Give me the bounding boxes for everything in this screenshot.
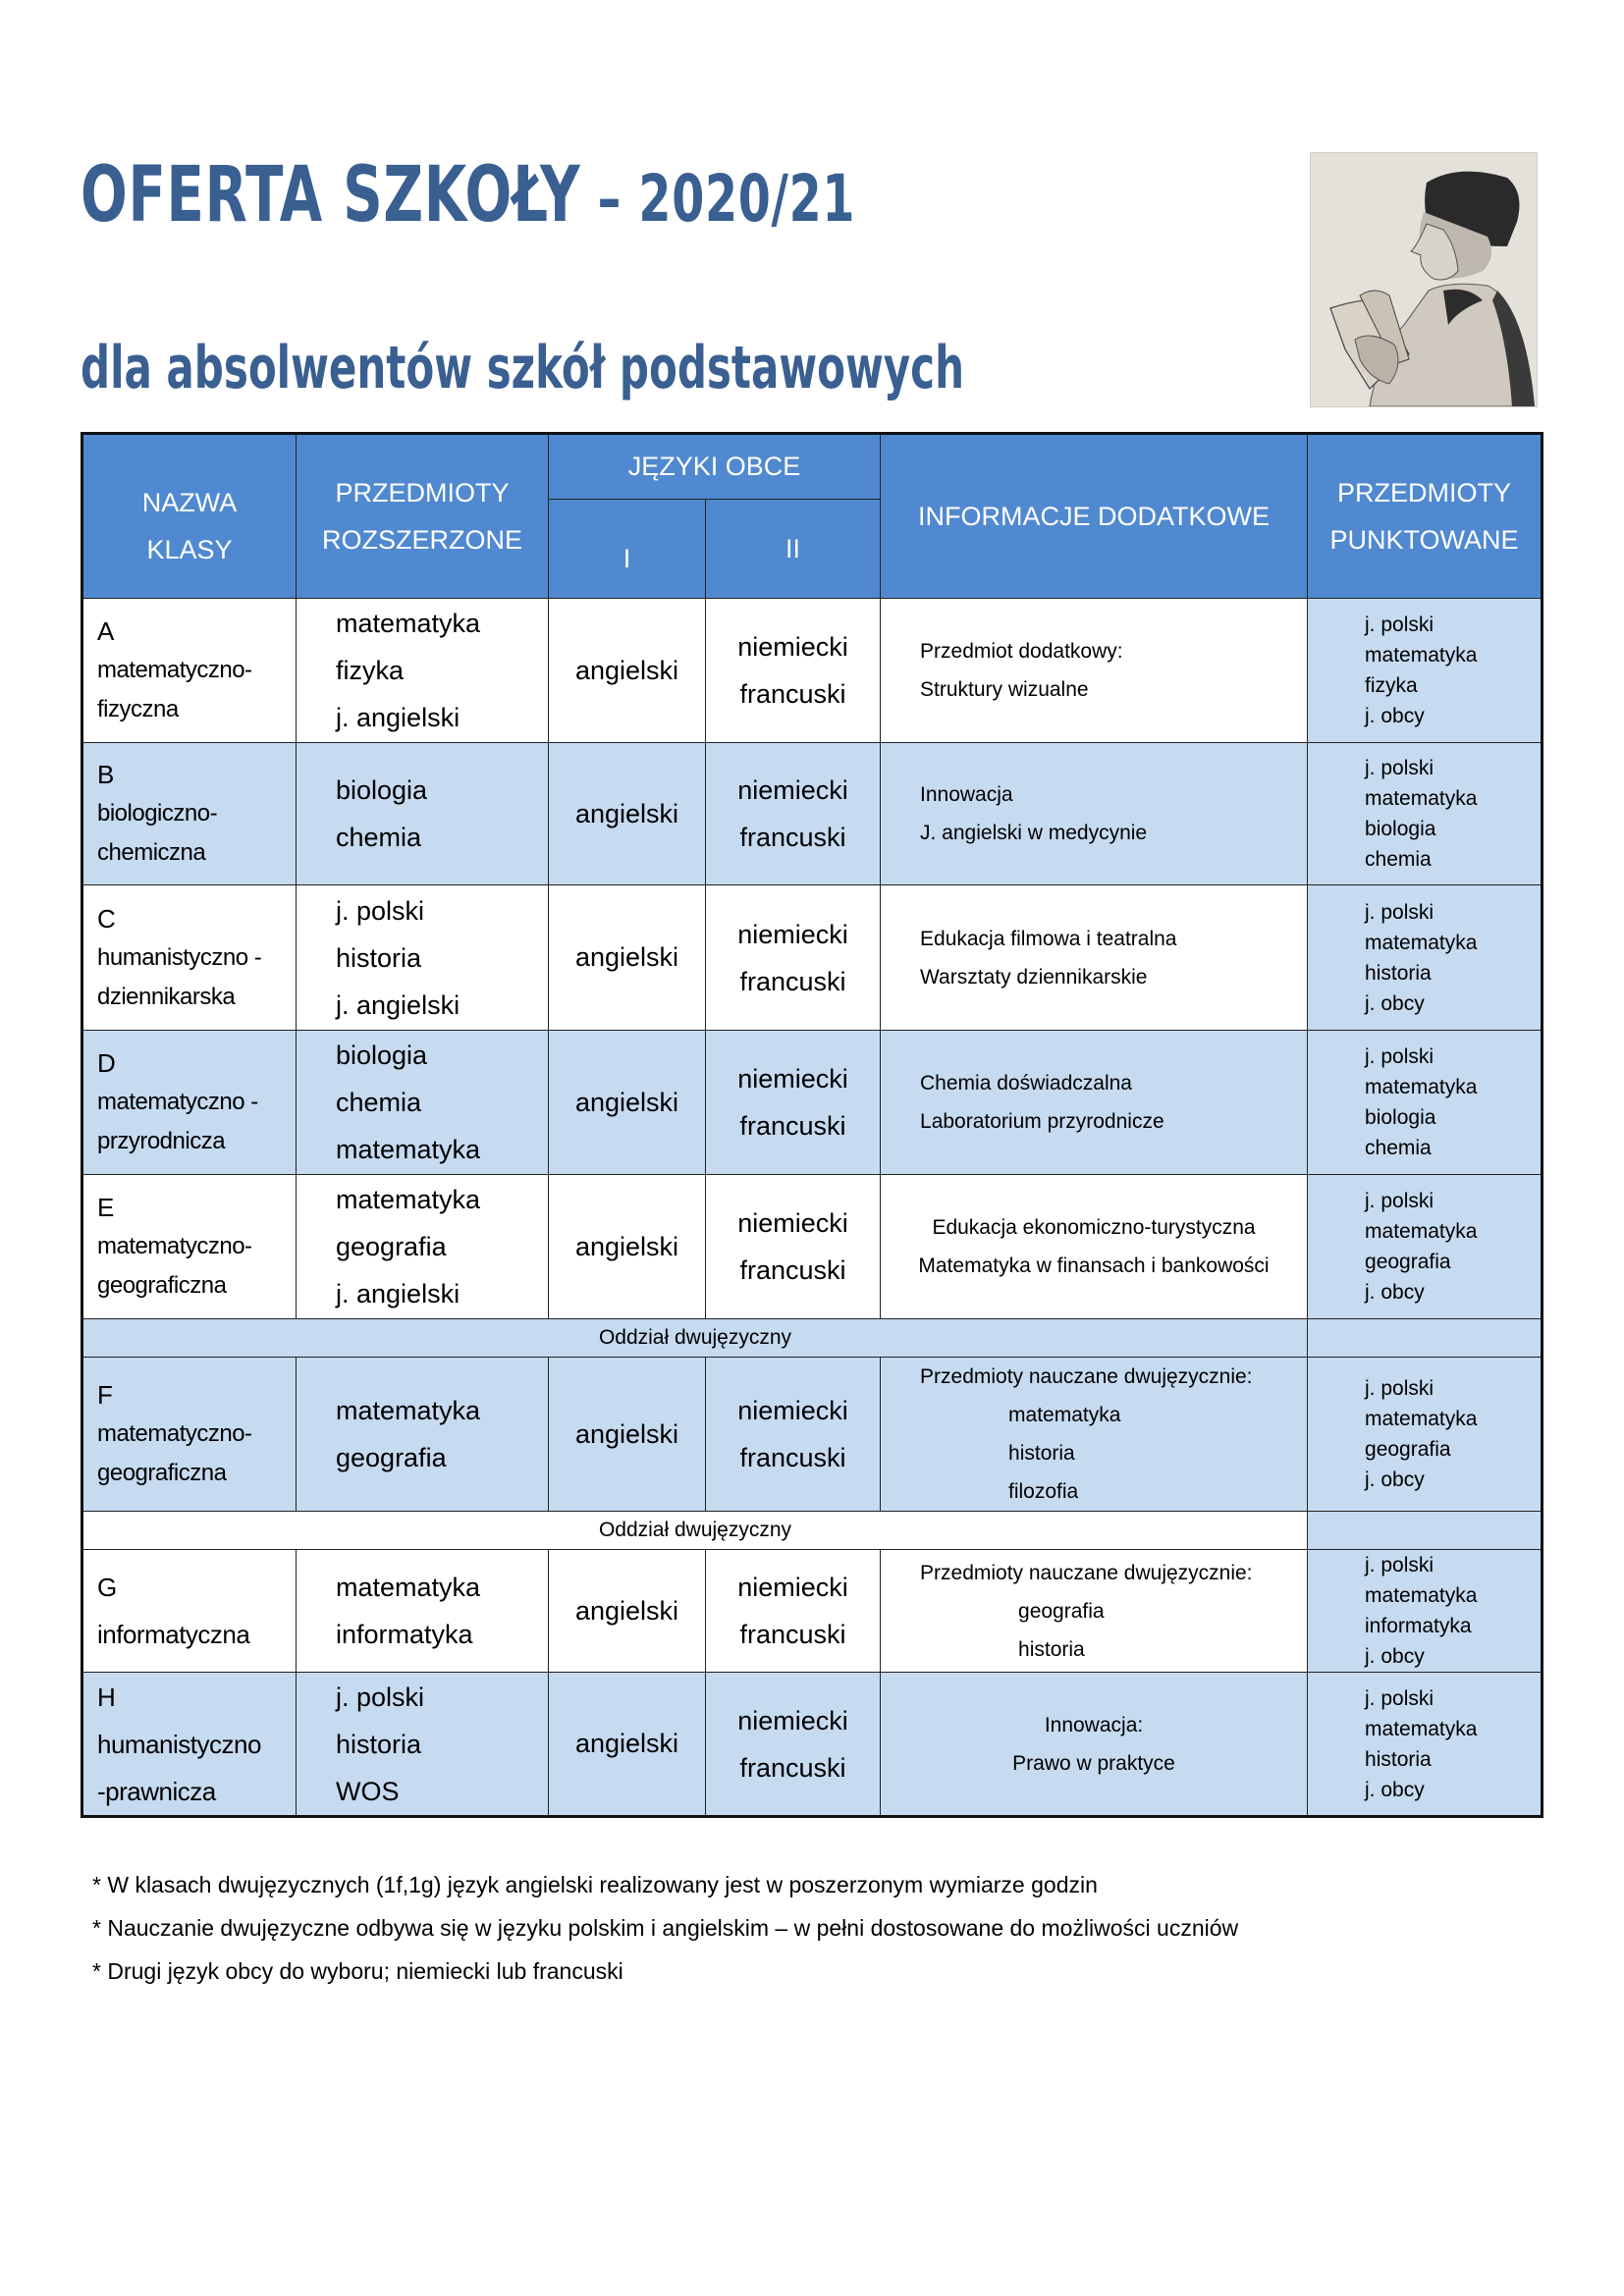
table-row xyxy=(82,599,1543,743)
title-main: OFERTA SZKOŁY xyxy=(81,151,581,240)
extra-info-cell: Innowacja J. angielski w medycynie xyxy=(881,743,1308,885)
class-name-cell: C humanistyczno - dziennikarska xyxy=(82,885,297,1031)
extended-subjects-cell: biologia chemia xyxy=(297,743,549,885)
table-row xyxy=(82,885,1543,1031)
footnote: * Drugi język obcy do wyboru; niemiecki lub francuski xyxy=(92,1958,623,1984)
language-2-cell: niemiecki francuski xyxy=(706,1550,881,1673)
header-extra-info: INFORMACJE DODATKOWE xyxy=(881,434,1308,599)
title-year: – 2020/21 xyxy=(580,161,856,237)
extra-info-cell: Edukacja ekonomiczno-turystyczna Matematyka w finansach i bankowości xyxy=(881,1175,1308,1319)
extra-info-cell: Innowacja: Prawo w praktyce xyxy=(881,1673,1308,1817)
scored-subjects-cell: j. polski matematyka geografia j. obcy xyxy=(1308,1175,1543,1319)
band-empty-cell xyxy=(1308,1512,1543,1550)
page-subtitle: dla absolwentów szkół podstawowych xyxy=(81,334,964,402)
class-name-cell: F matematyczno- geograficzna xyxy=(82,1358,297,1512)
class-name-cell: H humanistyczno -prawnicza xyxy=(82,1673,297,1817)
class-name-cell: A matematyczno- fizyczna xyxy=(82,599,297,743)
class-offer-table xyxy=(81,432,1543,1818)
table-row xyxy=(82,1550,1543,1673)
scored-subjects-cell: j. polski matematyka informatyka j. obcy xyxy=(1308,1550,1543,1673)
extended-subjects-cell: matematyka geografia j. angielski xyxy=(297,1175,549,1319)
language-2-cell: niemiecki francuski xyxy=(706,1031,881,1175)
footnote: * Nauczanie dwujęzyczne odbywa się w języku polskim i angielskim – w pełni dostosowane do możliwości uczniów xyxy=(92,1915,1239,1941)
class-name-cell: E matematyczno- geograficzna xyxy=(82,1175,297,1319)
bilingual-band-row xyxy=(82,1512,1543,1550)
language-1-cell: angielski xyxy=(549,1673,706,1817)
language-2-cell: niemiecki francuski xyxy=(706,885,881,1031)
language-2-cell: niemiecki francuski xyxy=(706,599,881,743)
scored-subjects-cell: j. polski matematyka historia j. obcy xyxy=(1308,885,1543,1031)
scored-subjects-cell: j. polski matematyka biologia chemia xyxy=(1308,1031,1543,1175)
table-row xyxy=(82,1031,1543,1175)
class-name-cell: B biologiczno- chemiczna xyxy=(82,743,297,885)
bilingual-band-row xyxy=(82,1319,1543,1358)
portrait-illustration-icon xyxy=(1310,152,1538,407)
footnote: * W klasach dwujęzycznych (1f,1g) język angielski realizowany jest w poszerzonym wymiarze godzin xyxy=(92,1872,1098,1897)
class-name-cell: G informatyczna xyxy=(82,1550,297,1673)
scored-subjects-cell: j. polski matematyka biologia chemia xyxy=(1308,743,1543,885)
extended-subjects-cell: matematyka fizyka j. angielski xyxy=(297,599,549,743)
page-title xyxy=(81,151,856,240)
extended-subjects-cell: matematyka informatyka xyxy=(297,1550,549,1673)
language-2-cell: niemiecki francuski xyxy=(706,1673,881,1817)
extra-info-cell: Przedmiot dodatkowy: Struktury wizualne xyxy=(881,599,1308,743)
language-2-cell: niemiecki francuski xyxy=(706,743,881,885)
extra-info-cell: Chemia doświadczalna Laboratorium przyrodnicze xyxy=(881,1031,1308,1175)
extended-subjects-cell: biologia chemia matematyka xyxy=(297,1031,549,1175)
bilingual-band-label: Oddział dwujęzyczny xyxy=(82,1512,1308,1550)
footnotes xyxy=(92,1863,1238,1993)
language-1-cell: angielski xyxy=(549,599,706,743)
header-class-name: NAZWA KLASY xyxy=(82,434,297,599)
table-row xyxy=(82,1175,1543,1319)
scored-subjects-cell: j. polski matematyka fizyka j. obcy xyxy=(1308,599,1543,743)
scored-subjects-cell: j. polski matematyka geografia j. obcy xyxy=(1308,1358,1543,1512)
language-1-cell: angielski xyxy=(549,743,706,885)
extra-info-cell: Edukacja filmowa i teatralna Warsztaty dziennikarskie xyxy=(881,885,1308,1031)
bilingual-band-label: Oddział dwujęzyczny xyxy=(82,1319,1308,1358)
scored-subjects-cell: j. polski matematyka historia j. obcy xyxy=(1308,1673,1543,1817)
table-row xyxy=(82,1673,1543,1817)
language-1-cell: angielski xyxy=(549,1550,706,1673)
band-empty-cell xyxy=(1308,1319,1543,1358)
table-row xyxy=(82,1358,1543,1512)
language-2-cell: niemiecki francuski xyxy=(706,1175,881,1319)
table-row xyxy=(82,743,1543,885)
extended-subjects-cell: j. polski historia WOS xyxy=(297,1673,549,1817)
header-language-1: I xyxy=(549,500,706,599)
language-2-cell: niemiecki francuski xyxy=(706,1358,881,1512)
extended-subjects-cell: j. polski historia j. angielski xyxy=(297,885,549,1031)
header-languages: JĘZYKI OBCE xyxy=(549,434,881,500)
header-language-2: II xyxy=(706,500,881,599)
header-scored-subjects: PRZEDMIOTY PUNKTOWANE xyxy=(1308,434,1543,599)
extra-info-cell: Przedmioty nauczane dwujęzycznie: geografia historia xyxy=(881,1550,1308,1673)
class-name-cell: D matematyczno - przyrodnicza xyxy=(82,1031,297,1175)
extended-subjects-cell: matematyka geografia xyxy=(297,1358,549,1512)
language-1-cell: angielski xyxy=(549,885,706,1031)
header-extended-subjects: PRZEDMIOTY ROZSZERZONE xyxy=(297,434,549,599)
language-1-cell: angielski xyxy=(549,1175,706,1319)
language-1-cell: angielski xyxy=(549,1358,706,1512)
extra-info-cell: Przedmioty nauczane dwujęzycznie: matematyka historia filozofia xyxy=(881,1358,1308,1512)
language-1-cell: angielski xyxy=(549,1031,706,1175)
